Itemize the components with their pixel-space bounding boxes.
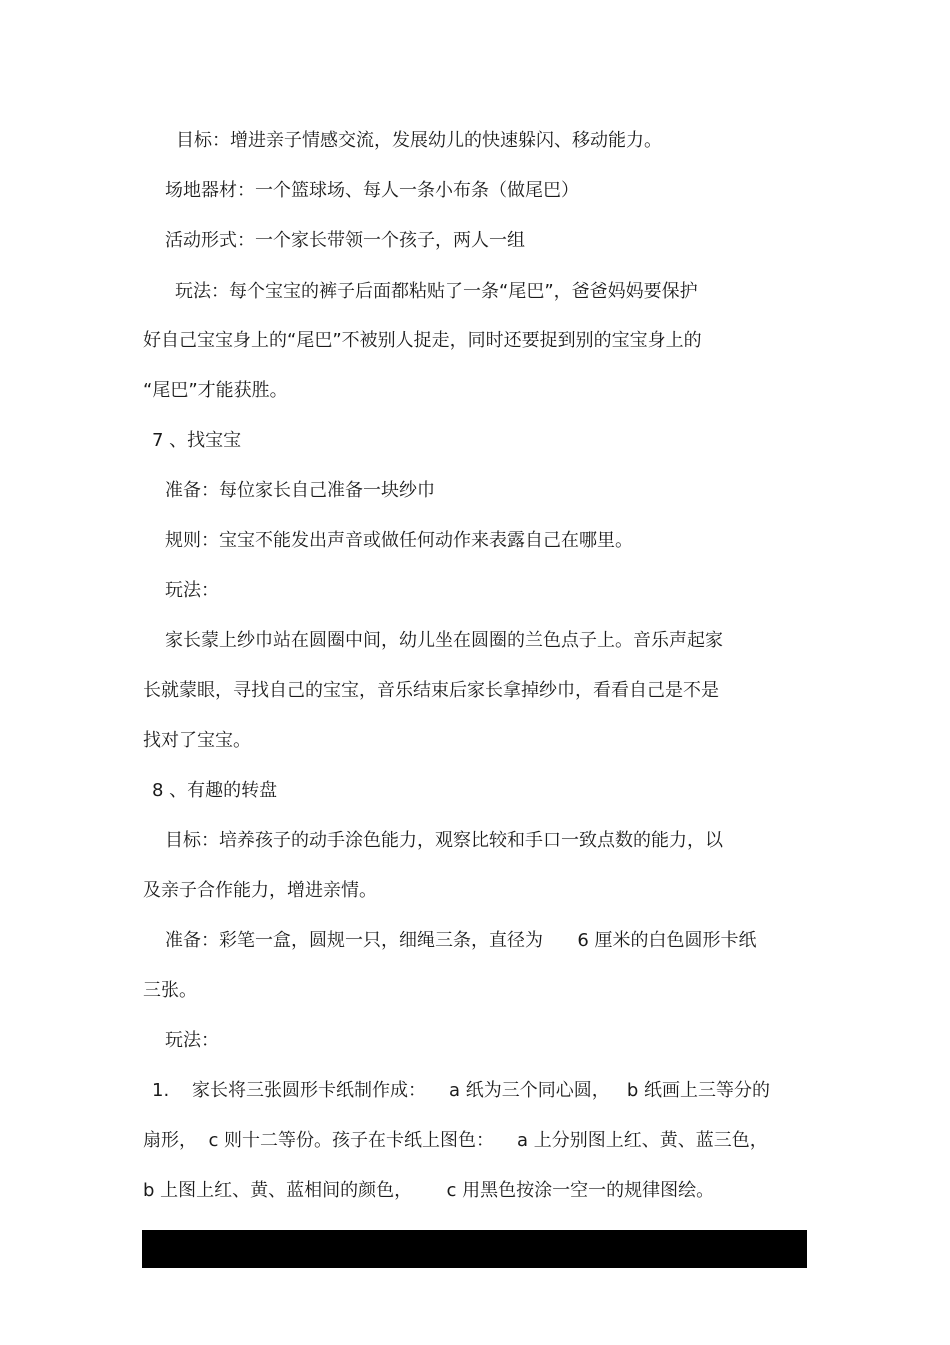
redaction-bar bbox=[142, 1230, 807, 1268]
paragraph-line: 找对了宝宝。 bbox=[143, 730, 251, 751]
paragraph-line: 玩法： bbox=[165, 580, 219, 601]
paragraph-line: 准备：每位家长自己准备一块纱巾 bbox=[165, 480, 435, 501]
paragraph-line: 规则：宝宝不能发出声音或做任何动作来表露自己在哪里。 bbox=[165, 530, 633, 551]
paragraph-line: 扇形， c 则十二等份。孩子在卡纸上图色： a 上分别图上红、黄、蓝三色， bbox=[143, 1130, 768, 1151]
section-heading: 7 、找宝宝 bbox=[152, 430, 242, 451]
paragraph-line: 好自己宝宝身上的“尾巴”不被别人捉走，同时还要捉到别的宝宝身上的 bbox=[143, 330, 702, 351]
paragraph-line: b 上图上红、黄、蓝相间的颜色， c 用黑色按涂一空一的规律图绘。 bbox=[143, 1180, 715, 1201]
paragraph-line: 玩法： bbox=[165, 1030, 219, 1051]
paragraph-line: 玩法：每个宝宝的裤子后面都粘贴了一条“尾巴”，爸爸妈妈要保护 bbox=[175, 281, 698, 302]
paragraph-line: 家长蒙上纱巾站在圆圈中间，幼儿坐在圆圈的兰色点子上。音乐声起家 bbox=[165, 630, 723, 651]
paragraph-line: 目标：培养孩子的动手涂色能力，观察比较和手口一致点数的能力，以 bbox=[165, 830, 723, 851]
paragraph-line: 1. 家长将三张圆形卡纸制作成： a 纸为三个同心圆， b 纸画上三等分的 bbox=[152, 1080, 771, 1101]
section-heading: 8 、有趣的转盘 bbox=[152, 780, 278, 801]
paragraph-line: 目标：增进亲子情感交流，发展幼儿的快速躲闪、移动能力。 bbox=[176, 130, 662, 151]
paragraph-line: 长就蒙眼，寻找自己的宝宝，音乐结束后家长拿掉纱巾，看看自己是不是 bbox=[143, 680, 719, 701]
paragraph-line: 及亲子合作能力，增进亲情。 bbox=[143, 880, 377, 901]
paragraph-line: 场地器材：一个篮球场、每人一条小布条（做尾巴） bbox=[165, 180, 579, 201]
paragraph-line: “尾巴”才能获胜。 bbox=[143, 380, 288, 401]
paragraph-line: 活动形式：一个家长带领一个孩子，两人一组 bbox=[165, 230, 525, 251]
paragraph-line: 准备：彩笔一盒，圆规一只，细绳三条，直径为 6 厘米的白色圆形卡纸 bbox=[165, 930, 757, 951]
paragraph-line: 三张。 bbox=[143, 980, 197, 1001]
